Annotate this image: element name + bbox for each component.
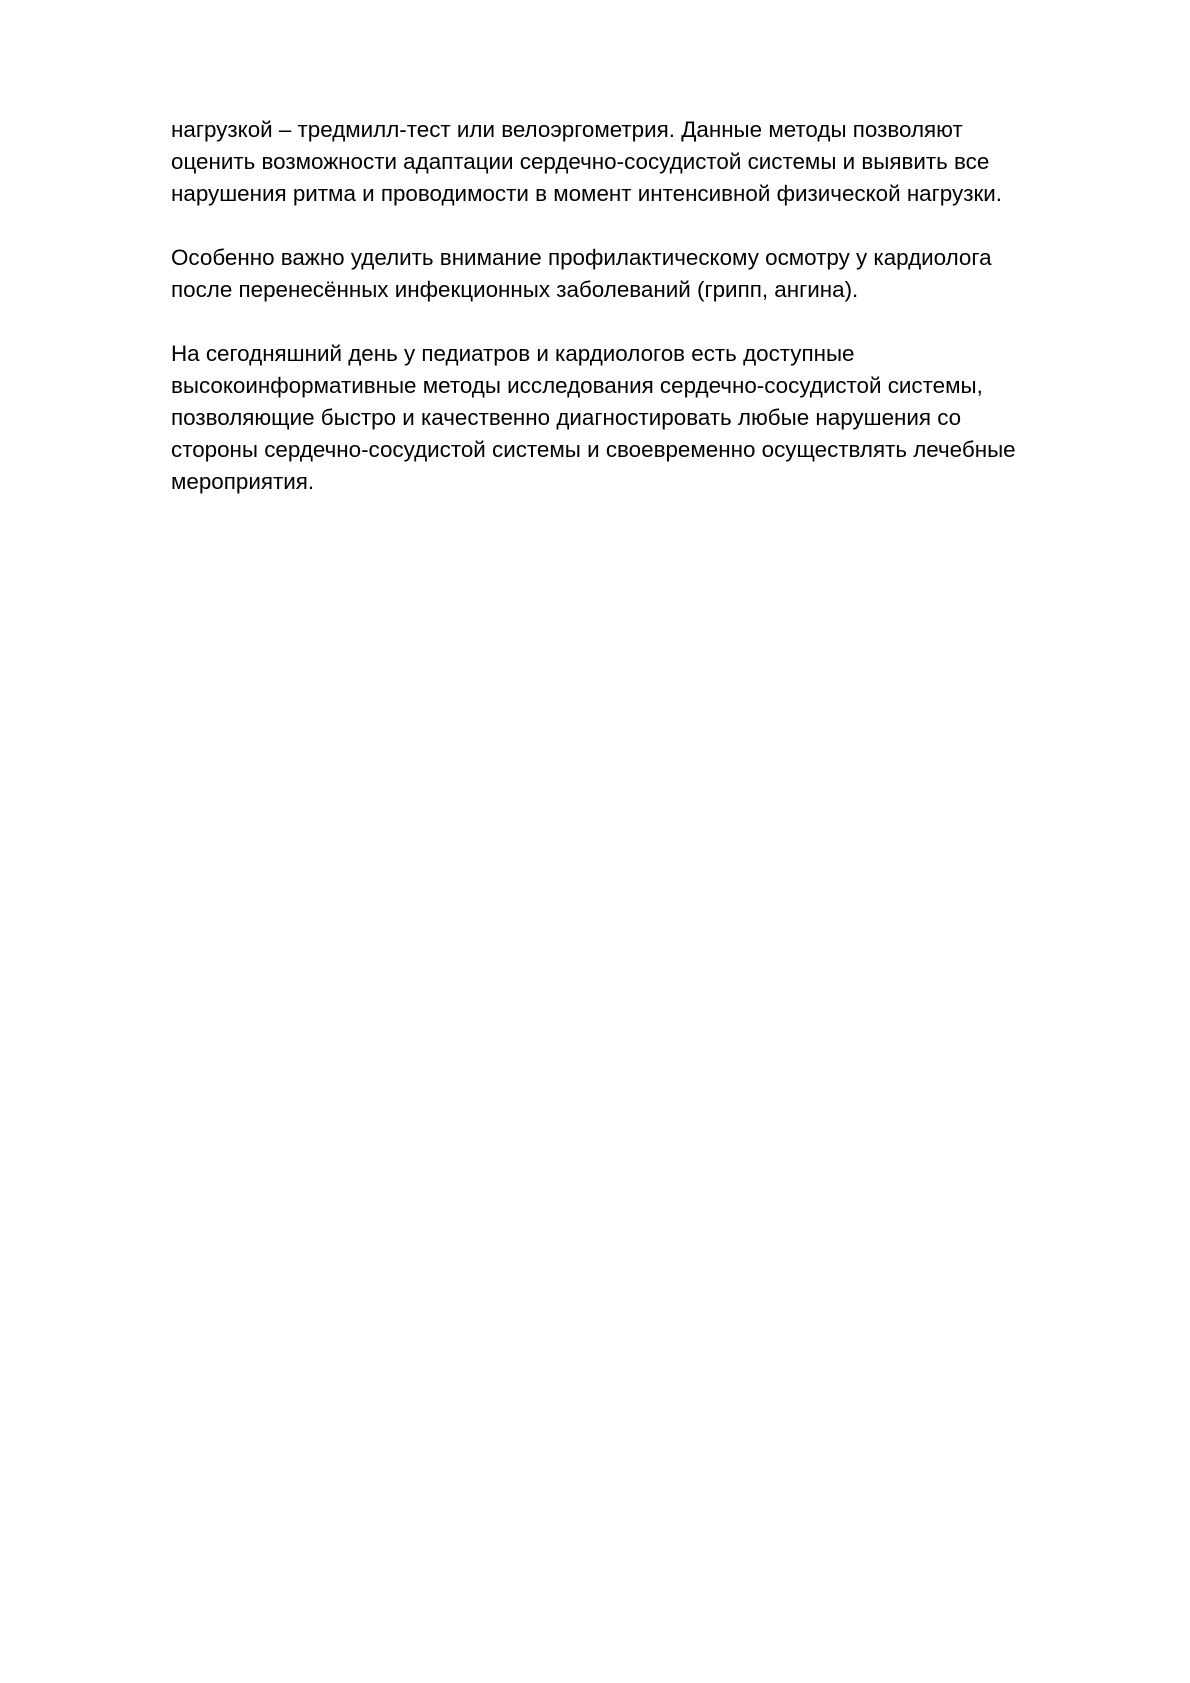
text-line: высокоинформативные методы исследования сердечно-сосудистой системы, [171,373,983,398]
text-line: после перенесённых инфекционных заболеваний (грипп, ангина). [171,277,859,302]
text-line: позволяющие быстро и качественно диагностировать любые нарушения со [171,405,962,430]
text-line: Особенно важно уделить внимание профилактическому осмотру у кардиолога [171,245,992,270]
paragraph-1 [171,114,1111,210]
text-line: нагрузкой – тредмилл-тест или велоэргометрия. Данные методы позволяют [171,117,963,142]
text-line: оценить возможности адаптации сердечно-сосудистой системы и выявить все [171,149,990,174]
text-line: На сегодняшний день у педиатров и кардиологов есть доступные [171,341,855,366]
paragraph-2 [171,242,1111,306]
text-line: стороны сердечно-сосудистой системы и своевременно осуществлять лечебные [171,437,1016,462]
paragraph-3 [171,338,1111,498]
document-body [171,114,1111,530]
text-line: нарушения ритма и проводимости в момент интенсивной физической нагрузки. [171,181,1002,206]
text-line: мероприятия. [171,469,315,494]
